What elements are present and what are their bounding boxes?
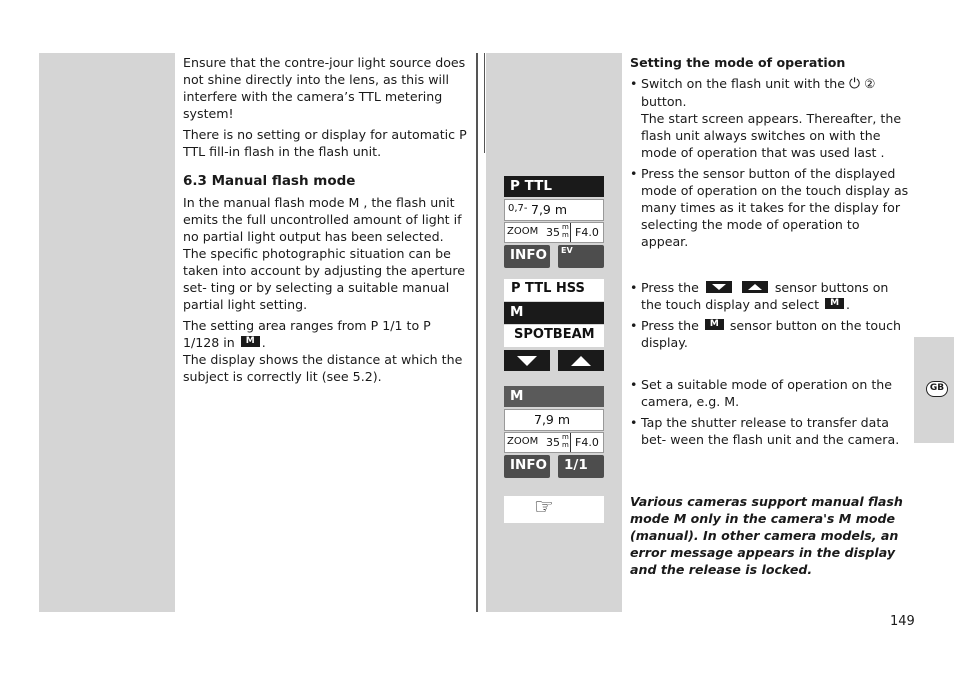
screen3-zoom-label: ZOOM [507, 436, 539, 447]
screen1-ev-button[interactable] [558, 245, 604, 268]
manual-paragraph-1: In the manual flash mode M , the flash unit emits the full uncontrolled amount of light if no partial light output has been selected. The specific photographic situation can be taken into account by adjusting the aperture set- ting or by selecting a suitable manual partial light setting. [183, 195, 466, 312]
right-heading: Setting the mode of operation [630, 55, 846, 70]
arrow-up-icon [571, 356, 591, 366]
step-press-m-text-b: sensor button on the touch display. [641, 318, 901, 350]
intro-paragraph-1: Ensure that the contre-jour light source does not shine directly into the lens, as this will interfere with the camera’s TTL metering system! [183, 55, 466, 121]
screen1-range: 0,7- [508, 203, 528, 214]
up-sensor-icon [742, 281, 768, 293]
note-text: Various cameras support manual flash mode M only in the camera's M mode (manual). In other camera models, an error message appears in the display and the release is locked. [630, 494, 903, 577]
step-switch-on-text-b: button. [641, 94, 687, 109]
screen3-distance-row [504, 409, 604, 431]
section-heading: 6.3 Manual flash mode [183, 173, 356, 189]
step-switch-on-text-c: The start screen appears. Thereafter, the flash unit always switches on with the mode of operation that was used last . [641, 111, 902, 160]
screen3-zoom-value: 35 [546, 436, 560, 449]
mode-item-spotbeam-label: SPOTBEAM [514, 327, 595, 342]
m-badge: M [241, 336, 260, 347]
screen1-zoom-value: 35 [546, 226, 560, 239]
screen3-divider [570, 433, 571, 452]
page-number: 149 [890, 614, 915, 629]
screen1-zoom-label: ZOOM [507, 226, 539, 237]
power-icon: ⏻ [849, 76, 861, 92]
left-margin-panel [39, 53, 175, 612]
screen1-unit-bot: m [562, 231, 569, 239]
screen1-info-button[interactable]: INFO [504, 245, 550, 268]
screen3-unit-bot: m [562, 441, 569, 449]
screen1-distance: 7,9 m [531, 202, 568, 217]
step-camera-mode: • Set a suitable mode of operation on the camera, e.g. M. [630, 376, 912, 410]
step-press-m [630, 317, 910, 351]
screen1-aperture: F4.0 [575, 226, 599, 239]
intro-paragraph-2: There is no setting or display for automatic P TTL fill-in flash in the flash unit. [183, 127, 467, 159]
left-column [183, 54, 467, 160]
step-shutter: • Tap the shutter release to transfer data bet- ween the flash unit and the camera. [630, 414, 912, 448]
scroll-down-button[interactable] [504, 350, 550, 371]
range-text: The setting area ranges from P 1/1 to P 1/128 in [183, 318, 431, 350]
step-press-sensor: • Press the sensor button of the displayed mode of operation on the touch display as many times as it takes for the display for selecting the mode of operation to appear. [630, 165, 910, 250]
step-switch-on [630, 75, 910, 161]
scroll-up-button[interactable] [558, 350, 604, 371]
note-box [504, 496, 604, 523]
step-arrow-text-a: Press the [641, 280, 699, 295]
step-switch-on-text: Switch on the flash unit with the [641, 76, 845, 91]
screen3-unit-top: m [562, 433, 569, 441]
screen3-ratio-button[interactable]: 1/1 [558, 455, 604, 478]
right-steps-middle [630, 279, 910, 351]
mode-item-pttl-hss[interactable] [504, 279, 604, 301]
right-steps-bottom [630, 376, 912, 448]
down-sensor-icon [706, 281, 732, 293]
mode-item-m[interactable]: M [504, 302, 604, 324]
pointing-hand-icon: ☞ [534, 495, 554, 520]
m-badge-press: M [705, 319, 724, 330]
screen1-title: P TTL [504, 176, 604, 197]
screen3-info-button[interactable]: INFO [504, 455, 550, 478]
m-badge-select: M [825, 298, 844, 309]
step-arrow-text-b: sensor buttons on the touch display and select [641, 280, 889, 312]
screen1-zoom-row [504, 222, 604, 243]
step-arrow-text-c: . [846, 297, 851, 312]
screen1-ev-label: EV [561, 246, 573, 255]
language-badge: GB [926, 381, 948, 397]
mode-item-pttl-hss-label: P TTL HSS [511, 281, 585, 296]
screen3-aperture: F4.0 [575, 436, 599, 449]
number-2-icon: ② [864, 76, 876, 91]
screen3-title: M [504, 386, 604, 407]
screen3-distance: 7,9 m [534, 412, 571, 427]
step-arrow-buttons [630, 279, 910, 313]
screen1-distance-row [504, 199, 604, 221]
range-end: . [261, 335, 266, 350]
column-divider-left [476, 53, 478, 612]
manual-mode-text [183, 194, 467, 385]
arrow-down-icon [517, 356, 537, 366]
step-press-m-text-a: Press the [641, 318, 699, 333]
column-divider-right [484, 53, 485, 153]
manual-paragraph-3: The display shows the distance at which the subject is correctly lit (see 5.2). [183, 352, 463, 384]
manual-paragraph-2 [183, 317, 467, 351]
mode-item-spotbeam[interactable] [504, 325, 604, 347]
right-steps-top [630, 75, 910, 250]
screen1-unit-top: m [562, 223, 569, 231]
screen3-zoom-row [504, 432, 604, 453]
